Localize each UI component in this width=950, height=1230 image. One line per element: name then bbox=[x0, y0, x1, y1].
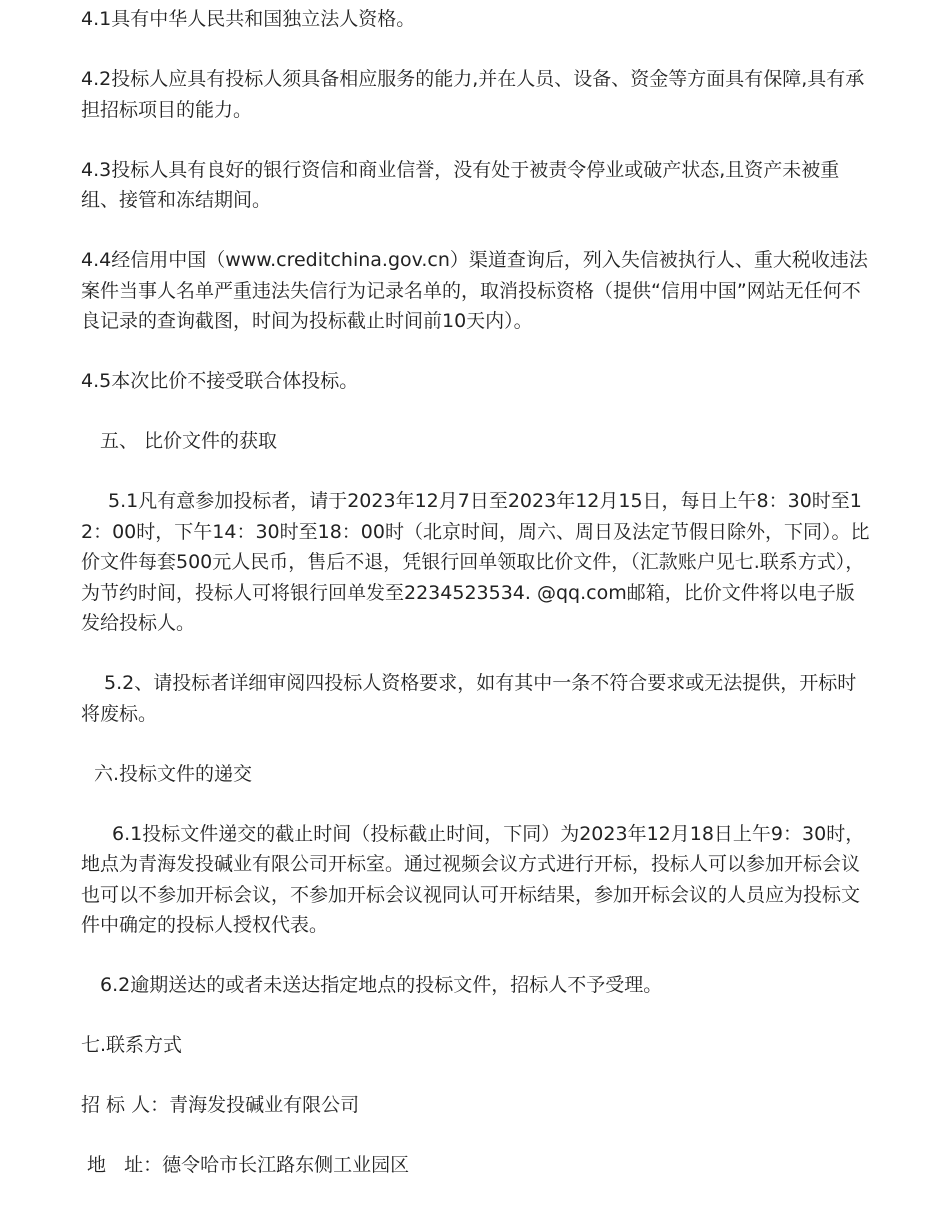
para-4-4: 4.4经信用中国（www.creditchina.gov.cn）渠道查询后，列入失信被执行人、重大税收违法案件当事人名单严重违法失信行为记录名单的，取消投标资格（提供“信用中国”网站无任何不良记录的查询截图，时间为投标截止时间前10天内）。 bbox=[81, 249, 868, 332]
para-6-1: 6.1投标文件递交的截止时间（投标截止时间，下同）为2023年12月18日上午9：30时，地点为青海发投碱业有限公司开标室。通过视频会议方式进行开标，投标人可以参加开标会议也可以不参加开标会议，不参加开标会议视同认可开标结果，参加开标会议的人员应为投标文件中确定的投标人授权代表。 bbox=[81, 822, 865, 936]
para-4-3: 4.3投标人具有良好的银行资信和商业信誉，没有处于被责令停业或破产状态,且资产未被重组、接管和冻结期间。 bbox=[81, 158, 840, 211]
para-4-1: 4.1具有中华人民共和国独立法人资格。 bbox=[81, 8, 416, 30]
contact-address: 地 址：德令哈市长江路东侧工业园区 bbox=[87, 1154, 410, 1176]
para-5-1: 5.1凡有意参加投标者，请于2023年12月7日至2023年12月15日，每日上午8：30时至12：00时，下午14：30时至18：00时（北京时间，周六、周日及法定节假日除外，下同）。比价文件每套500元人民币，售后不退，凭银行回单领取比价文件，（汇款账户见七.联系方式），为节约时间，投标人可将银行回单发至2234523534. @qq.com邮箱，比价文件将以电子版发给投标人。 bbox=[81, 490, 870, 634]
document-body bbox=[81, 4, 871, 1210]
section-6-heading: 六.投标文件的递交 bbox=[94, 762, 253, 785]
para-6-2: 6.2逾期送达的或者未送达指定地点的投标文件，招标人不予受理。 bbox=[100, 974, 663, 996]
para-5-2: 5.2、请投标者详细审阅四投标人资格要求，如有其中一条不符合要求或无法提供，开标时将废标。 bbox=[81, 672, 857, 725]
para-4-2: 4.2投标人应具有投标人须具备相应服务的能力,并在人员、设备、资金等方面具有保障,具有承担招标项目的能力。 bbox=[81, 68, 865, 121]
para-4-5: 4.5本次比价不接受联合体投标。 bbox=[81, 370, 359, 392]
contact-tenderer: 招 标 人：青海发投碱业有限公司 bbox=[81, 1094, 360, 1116]
section-5-heading: 五、 比价文件的获取 bbox=[100, 430, 278, 452]
section-7-heading: 七.联系方式 bbox=[81, 1034, 183, 1056]
